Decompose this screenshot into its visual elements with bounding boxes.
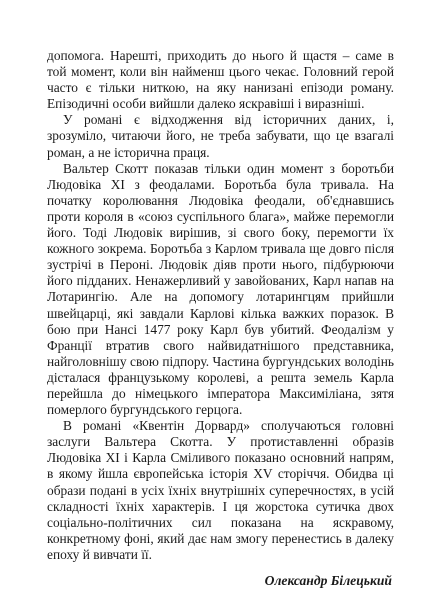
afterword-page — [47, 48, 394, 589]
paragraph-1: допомога. Нарешті, приходить до нього й щастя – саме в той момент, коли він найменш цього чекає. Головний герой часто є тільки ниткою, на яку нанизані епізоди роману. Епізодичні особи вийшли далеко яскравіші і виразніші. — [47, 48, 394, 112]
paragraph-3: Вальтер Скотт показав тільки один момент з боротьби Людовіка XI з феодалами. Боротьба була тривала. На початку королювання Людовіка феодали, об'єднавшись проти короля в «союз суспільного блага», майже перемогли його. Тоді Людовік вирішив, зі свого боку, перемогти їх кожного зокрема. Боротьба з Карлом тривала ще довго після зустрічі в Пероні. Людовік діяв проти нього, підбурюючи його підданих. Ненажерливий у завойованих, Карл напав на Лотарингію. Але на допомогу лотарингцям прийшли швейцарці, які завдали Карлові кілька важких поразок. В бою при Нансі 1477 року Карл був убитий. Феодалізм у Франції втратив свого найвидатнішого представника, найголовнішу свою підпору. Частина бургундських володінь дісталася французькому королеві, а решта земель Карла перейшла до німецького імператора Максиміліана, зятя померлого бургундського герцога. — [47, 160, 394, 418]
author-signature: Олександр Білецький — [264, 573, 392, 588]
paragraph-2: У романі є відходження від історичних даних, і, зрозуміло, читаючи його, не треба забувати, що це взагалі роман, а не історична праця. — [47, 112, 394, 160]
paragraph-4: В романі «Квентін Дорвард» сполучаються головні заслуги Вальтера Скотта. У протиставленні образів Людовіка XI і Карла Сміливого показано основний напрям, в якому йшла європейська історія XV сторіччя. Обидва ці образи подані в усіх їхніх внутрішніх суперечностях, в усій складності їхніх характерів. І ця жорстока сутичка двох соціально-політичних сил показана на яскравому, конкретному фоні, який дає нам змогу перенестись в далеку епоху й вивчати її. — [47, 418, 394, 562]
